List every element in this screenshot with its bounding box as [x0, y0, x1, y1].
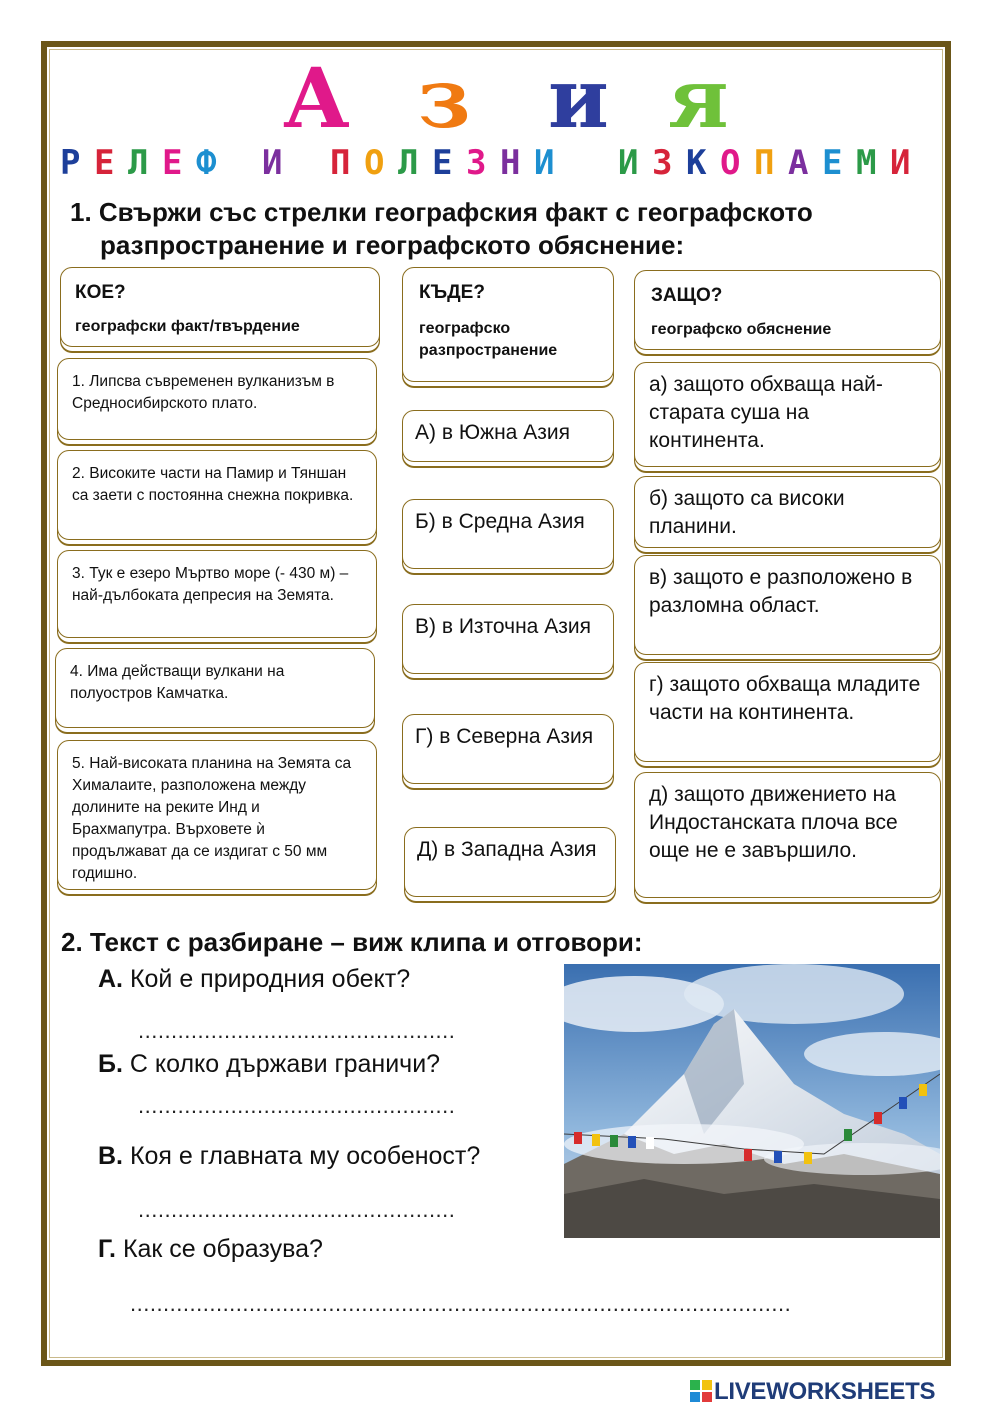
- mountain-illustration: [564, 964, 940, 1238]
- fact-item-3[interactable]: 3. Тук е езеро Мъртво море (- 430 м) – най-дълбоката депресия на Земята.: [57, 550, 377, 638]
- subtitle-letter: О: [364, 143, 385, 183]
- question-b-label: Б.: [98, 1050, 123, 1078]
- subtitle-letter: И: [534, 143, 555, 183]
- subtitle-letter: И: [262, 143, 283, 183]
- subtitle-letter: А: [788, 143, 809, 183]
- reason-item-g[interactable]: г) защото обхваща младите части на континента.: [634, 662, 941, 762]
- reason-item-d[interactable]: д) защото движението на Индостанската плоча все още не е завършило.: [634, 772, 941, 898]
- header-why: [634, 270, 941, 350]
- place-item-d[interactable]: Д) в Западна Азия: [404, 827, 616, 897]
- place-item-a[interactable]: А) в Южна Азия: [402, 410, 614, 462]
- question-v-label: В.: [98, 1142, 123, 1170]
- subtitle-letter: Л: [128, 143, 149, 183]
- mountain-photo: [564, 964, 940, 1238]
- subtitle-letter: И: [618, 143, 639, 183]
- question-g: [98, 1235, 323, 1264]
- header-what-subtitle: географски факт/твърдение: [75, 318, 300, 335]
- reason-item-b[interactable]: б) защото са високи планини.: [634, 476, 941, 548]
- subtitle-letter: Е: [162, 143, 183, 183]
- subtitle-letter: Р: [60, 143, 81, 183]
- header-what: [60, 267, 380, 347]
- footer-brand-text: LIVEWORKSHEETS: [714, 1378, 936, 1405]
- question-a-text: Кой е природния обект?: [129, 965, 411, 993]
- question-a: [98, 965, 410, 994]
- header-where-title: КЪДЕ?: [419, 282, 485, 303]
- answer-a-line[interactable]: ................................................: [138, 1018, 456, 1043]
- title-letter: я: [668, 51, 729, 147]
- reason-item-a[interactable]: а) защото обхваща най-старата суша на континента.: [634, 362, 941, 467]
- subtitle-letter: Е: [94, 143, 115, 183]
- subtitle-letter: К: [686, 143, 707, 183]
- fact-item-4[interactable]: 4. Има действащи вулкани на полуостров Камчатка.: [55, 648, 375, 728]
- subtitle-letter: Н: [500, 143, 521, 183]
- header-where-subtitle: географско разпространение: [419, 320, 558, 359]
- answer-v-line[interactable]: ................................................: [138, 1197, 456, 1222]
- question-v: [98, 1142, 480, 1171]
- subtitle-letter: З: [466, 143, 487, 183]
- fact-item-5[interactable]: 5. Най-високата планина на Земята са Хималаите, разположена между долините на реките Инд и Брахмапутра. Върховете ѝ продължават да се издигат с 50 мм годишно.: [57, 740, 377, 890]
- task1-line1: 1. Свържи със стрелки географския факт с географското: [70, 197, 813, 227]
- subtitle-letter: П: [754, 143, 775, 183]
- subtitle-letter: Е: [822, 143, 843, 183]
- reason-item-v[interactable]: в) защото е разположено в разломна област.: [634, 555, 941, 655]
- subtitle-letter: И: [890, 143, 911, 183]
- place-item-b[interactable]: Б) в Средна Азия: [402, 499, 614, 569]
- title-letter: А: [283, 51, 350, 147]
- subtitle-letter: О: [720, 143, 741, 183]
- subtitle-letter: Ф: [196, 143, 217, 183]
- subtitle-letter: М: [856, 143, 877, 183]
- question-a-label: А.: [98, 965, 123, 993]
- answer-g-line[interactable]: ....................................................................................................: [130, 1291, 792, 1316]
- subtitle-letter: П: [330, 143, 351, 183]
- subtitle-letter: З: [652, 143, 673, 183]
- question-g-text: Как се образува?: [122, 1235, 323, 1263]
- question-g-label: Г.: [98, 1235, 116, 1263]
- place-item-g[interactable]: Г) в Северна Азия: [402, 714, 614, 784]
- header-why-subtitle: географско обяснение: [651, 321, 832, 338]
- place-item-v[interactable]: В) в Източна Азия: [402, 604, 614, 674]
- header-where: [402, 267, 614, 382]
- subtitle-letter: Е: [432, 143, 453, 183]
- liveworksheets-logo-icon: [690, 1380, 712, 1402]
- question-v-text: Коя е главната му особеност?: [129, 1142, 481, 1170]
- fact-item-2[interactable]: 2. Високите части на Памир и Тяншан са заети с постоянна снежна покривка.: [57, 450, 377, 540]
- task1-heading: [70, 196, 950, 262]
- answer-b-line[interactable]: ................................................: [138, 1093, 456, 1118]
- header-what-title: КОЕ?: [75, 282, 126, 303]
- fact-item-1[interactable]: 1. Липсва съвременен вулканизъм в Средносибирското плато.: [57, 358, 377, 440]
- title-letter: з: [418, 51, 471, 147]
- task1-line2: разпространение и географското обяснение:: [100, 230, 685, 260]
- question-b: [98, 1050, 440, 1079]
- footer-brand: [690, 1378, 935, 1406]
- header-why-title: ЗАЩО?: [651, 285, 723, 306]
- task2-heading: 2. Текст с разбиране – виж клипа и отговори:: [61, 927, 643, 957]
- question-b-text: С колко държави граничи?: [129, 1050, 441, 1078]
- title-letter: и: [548, 51, 609, 147]
- subtitle-letter: Л: [398, 143, 419, 183]
